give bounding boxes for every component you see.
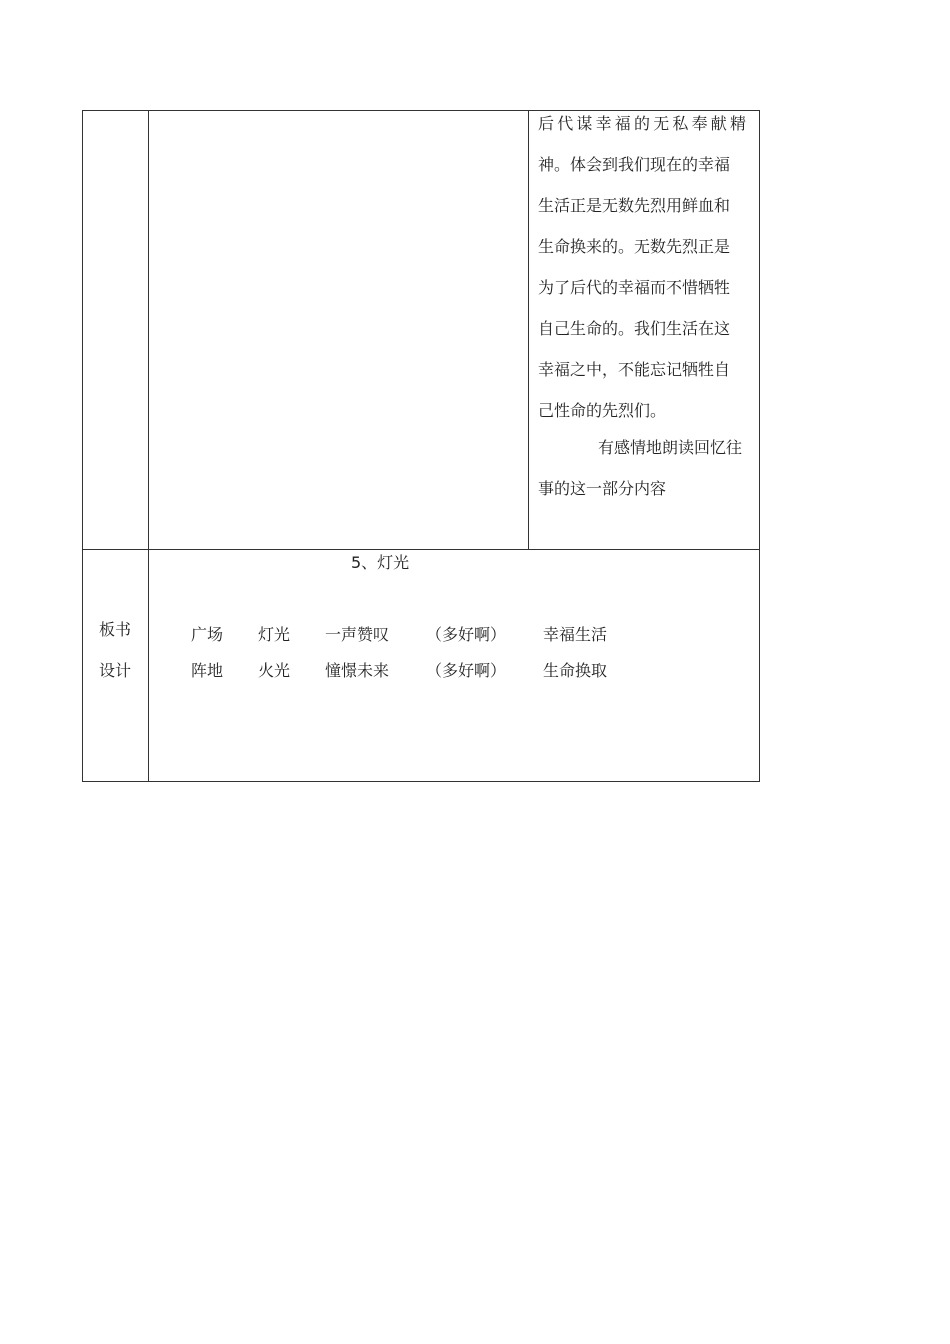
- board-row2-col2: 火光: [258, 661, 291, 680]
- notes-line: 生活正是无数先烈用鲜血和: [538, 196, 731, 215]
- notes-line: 有感情地朗读回忆往: [598, 438, 743, 457]
- board-row1-col4: （多好啊）: [426, 625, 507, 644]
- table-border-left: [82, 110, 83, 782]
- table-row-divider: [82, 549, 760, 550]
- board-row2-col4: （多好啊）: [426, 661, 507, 680]
- board-design-label-line2: 设计: [99, 661, 132, 680]
- notes-line: 后代谋幸福的无私奉献精: [538, 114, 750, 133]
- notes-line: 己性命的先烈们。: [538, 401, 667, 420]
- board-row1-col5: 幸福生活: [543, 625, 608, 644]
- board-row2-col5: 生命换取: [543, 661, 608, 680]
- table-border-bottom: [82, 781, 760, 782]
- board-row1-col2: 灯光: [258, 625, 291, 644]
- notes-line: 幸福之中，不能忘记牺牲自: [538, 360, 731, 379]
- notes-line: 自己生命的。我们生活在这: [538, 319, 731, 338]
- table-divider-notes-column: [528, 110, 529, 550]
- board-design-label-line1: 板书: [99, 620, 132, 639]
- board-row1-col1: 广场: [191, 625, 224, 644]
- notes-line: 神。体会到我们现在的幸福: [538, 155, 731, 174]
- board-title: 5、灯光: [351, 553, 410, 572]
- board-row2-col3: 憧憬未来: [325, 661, 390, 680]
- notes-line: 生命换来的。无数先烈正是: [538, 237, 731, 256]
- table-divider-label-column: [148, 110, 149, 782]
- notes-line: 为了后代的幸福而不惜牺牲: [538, 278, 731, 297]
- board-row2-col1: 阵地: [191, 661, 224, 680]
- table-border-right: [759, 110, 760, 782]
- notes-line: 事的这一部分内容: [538, 479, 667, 498]
- board-row1-col3: 一声赞叹: [325, 625, 390, 644]
- table-border-top: [82, 110, 760, 111]
